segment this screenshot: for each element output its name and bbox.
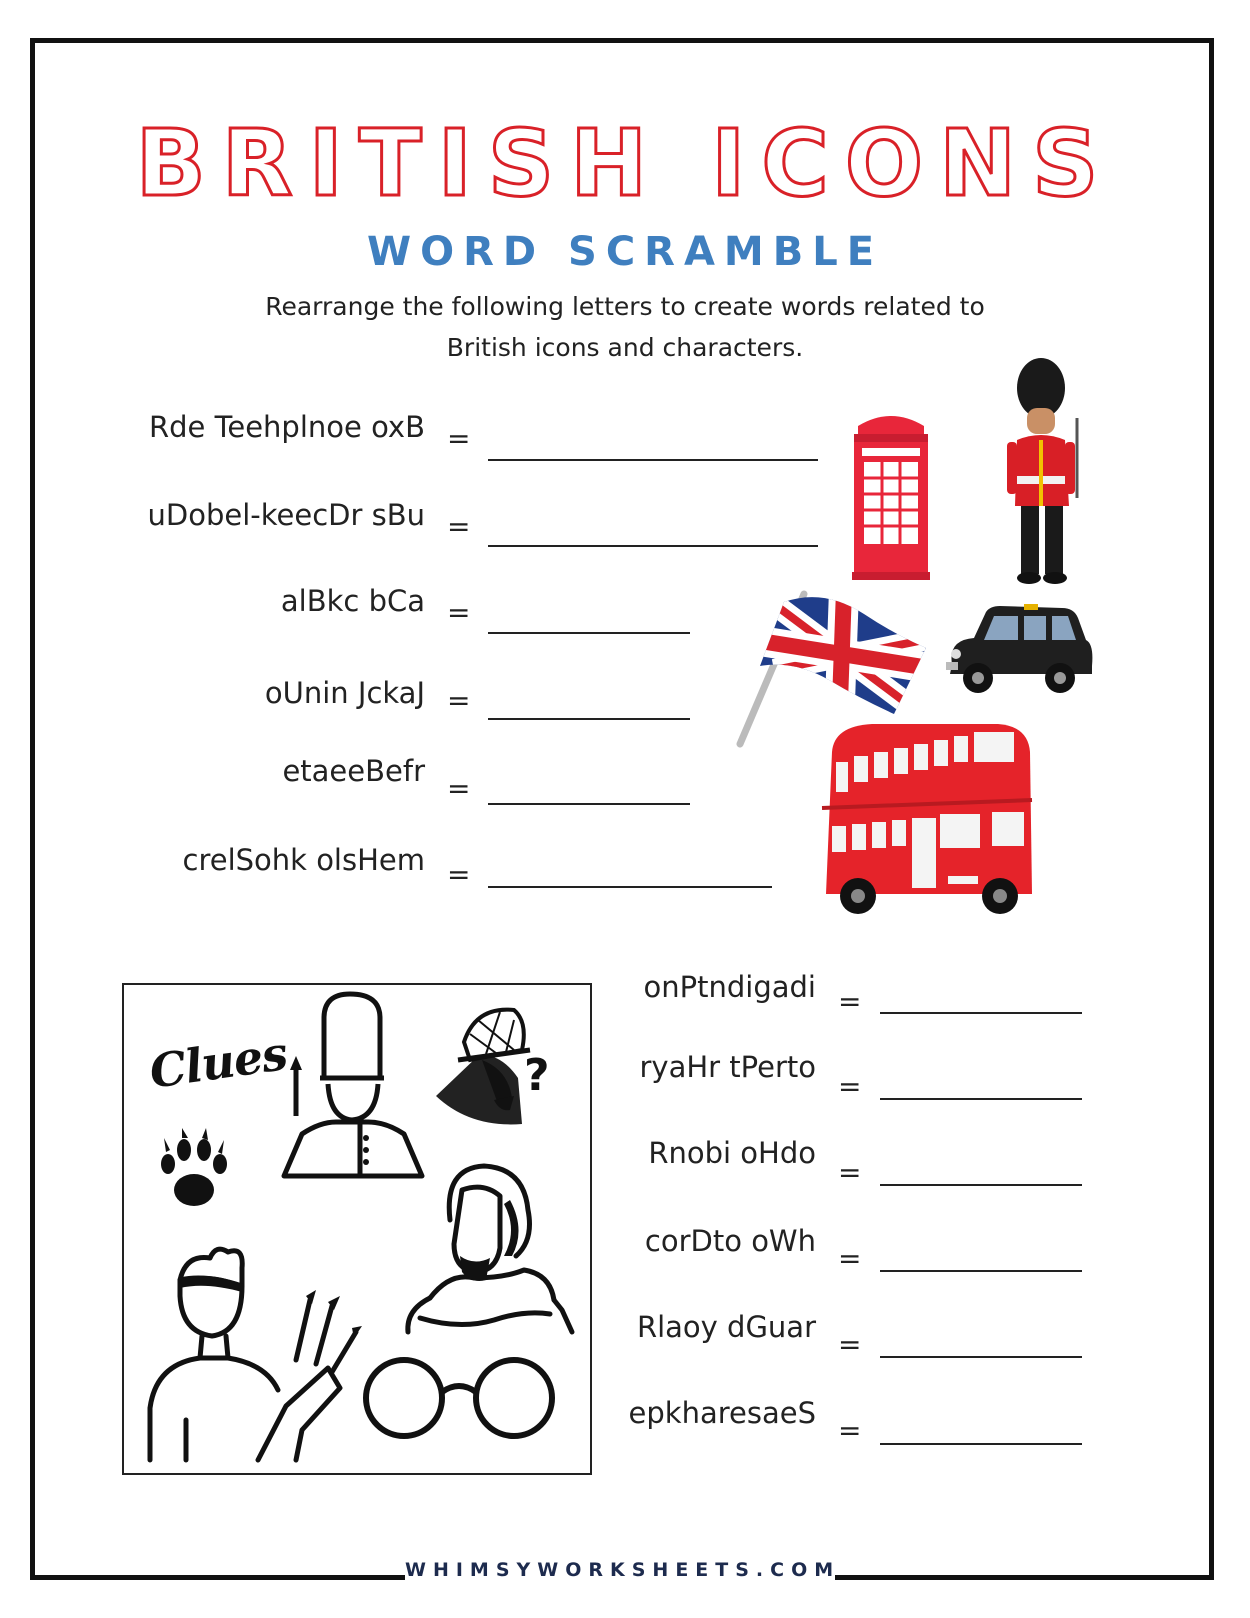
svg-text:?: ? xyxy=(524,1050,550,1101)
equals-sign: = xyxy=(838,1156,862,1189)
answer-line-9[interactable] xyxy=(880,1184,1082,1186)
answer-line-11[interactable] xyxy=(880,1356,1082,1358)
scramble-word-12: epkharesaeS xyxy=(628,1396,816,1430)
equals-sign: = xyxy=(447,510,471,543)
equals-sign: = xyxy=(838,1414,862,1447)
answer-line-8[interactable] xyxy=(880,1098,1082,1100)
equals-sign: = xyxy=(838,1328,862,1361)
equals-sign: = xyxy=(838,985,862,1018)
double-decker-bus-icon xyxy=(822,722,1034,918)
scramble-word-5: etaeeBefr xyxy=(282,754,425,788)
scramble-word-1: Rde Teehplnoe oxB xyxy=(148,410,425,444)
equals-sign: = xyxy=(447,684,471,717)
scramble-word-6: crelSohk olsHem xyxy=(182,843,425,877)
scramble-word-3: alBkc bCa xyxy=(280,584,425,618)
answer-line-1[interactable] xyxy=(488,459,818,461)
answer-line-5[interactable] xyxy=(488,803,690,805)
clues-label: Clues xyxy=(146,1026,291,1099)
instructions-line-1: Rearrange the following letters to create words related to xyxy=(265,292,985,321)
scramble-word-7: onPtndigadi xyxy=(643,970,816,1004)
answer-line-7[interactable] xyxy=(880,1012,1082,1014)
royal-guard-icon xyxy=(1003,358,1087,588)
answer-line-12[interactable] xyxy=(880,1443,1082,1445)
phone-box-icon xyxy=(852,408,930,580)
shakespeare-icon xyxy=(400,1160,576,1336)
answer-line-4[interactable] xyxy=(488,718,690,720)
equals-sign: = xyxy=(447,772,471,805)
paw-print-icon xyxy=(160,1128,228,1212)
black-cab-icon xyxy=(944,604,1096,696)
equals-sign: = xyxy=(447,422,471,455)
scramble-word-11: Rlaoy dGuar xyxy=(636,1310,816,1344)
scramble-word-2: uDobel-keecDr sBu xyxy=(147,498,425,532)
instructions xyxy=(225,286,1025,368)
robin-hood-icon xyxy=(146,1240,362,1462)
sherlock-icon xyxy=(430,1000,556,1132)
answer-line-10[interactable] xyxy=(880,1270,1082,1272)
answer-line-6[interactable] xyxy=(488,886,772,888)
scramble-word-8: ryaHr tPerto xyxy=(639,1050,816,1084)
scramble-word-9: Rnobi oHdo xyxy=(648,1136,816,1170)
answer-line-2[interactable] xyxy=(488,545,818,547)
equals-sign: = xyxy=(838,1070,862,1103)
equals-sign: = xyxy=(447,596,471,629)
equals-sign: = xyxy=(447,858,471,891)
page-title: BRITISH ICONS xyxy=(135,110,1115,217)
equals-sign: = xyxy=(838,1242,862,1275)
page-subtitle: WORD SCRAMBLE xyxy=(366,229,884,275)
glasses-icon xyxy=(360,1352,558,1442)
answer-line-3[interactable] xyxy=(488,632,690,634)
footer-site[interactable]: WHIMSYWORKSHEETS.COM xyxy=(405,1559,841,1581)
instructions-line-2: British icons and characters. xyxy=(446,333,804,362)
scramble-word-4: oUnin JckaJ xyxy=(264,676,425,710)
scramble-word-10: corDto oWh xyxy=(644,1224,816,1258)
